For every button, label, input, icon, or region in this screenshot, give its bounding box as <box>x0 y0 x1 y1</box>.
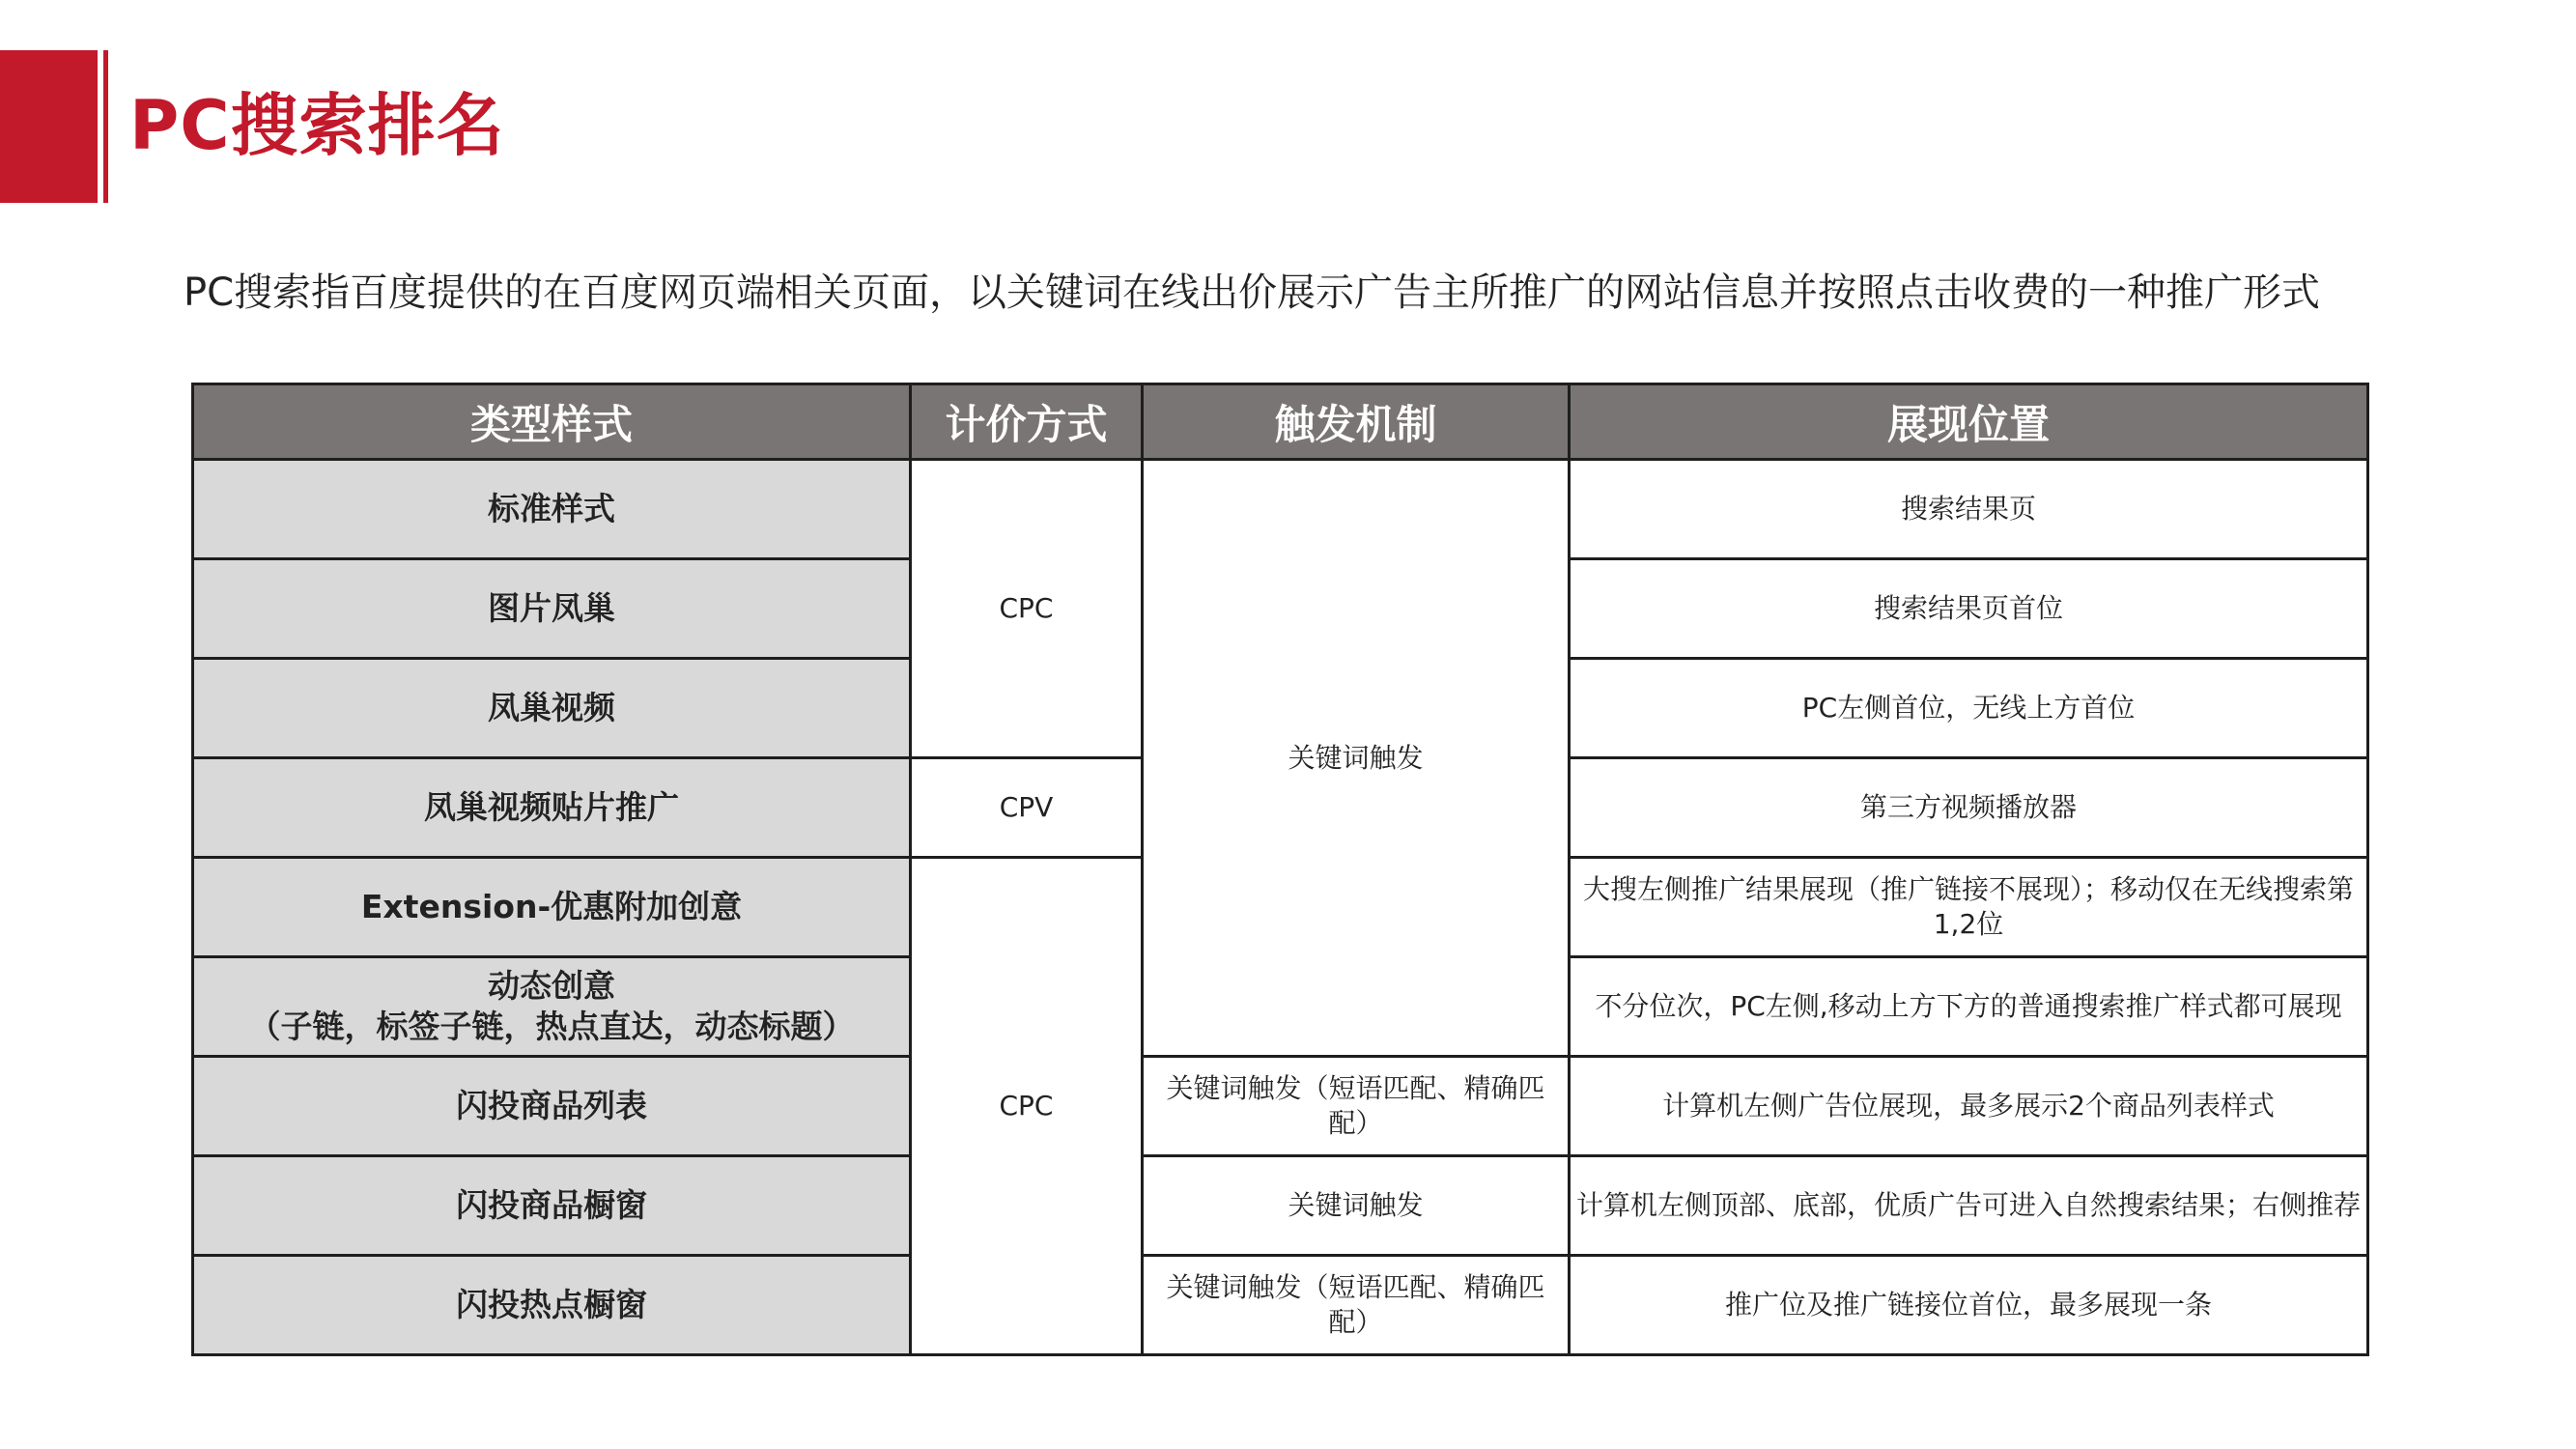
table-row <box>193 1057 2368 1156</box>
type-sub-label: （子链，标签子链，热点直达，动态标题） <box>248 1008 855 1045</box>
table-row <box>193 460 2368 559</box>
pricing-cell: CPV <box>911 758 1143 858</box>
title-accent-block <box>0 50 98 203</box>
type-cell: 标准样式 <box>193 460 911 559</box>
type-cell: 凤巢视频贴片推广 <box>193 758 911 858</box>
type-cell <box>193 957 911 1057</box>
position-cell: 搜索结果页 <box>1570 460 2368 559</box>
intro-text: PC搜索指百度提供的在百度网页端相关页面，以关键词在线出价展示广告主所推广的网站信息并按照点击收费的一种推广形式 <box>184 270 2321 315</box>
position-cell: 计算机左侧广告位展现，最多展示2个商品列表样式 <box>1570 1057 2368 1156</box>
position-cell: 不分位次，PC左侧,移动上方下方的普通搜索推广样式都可展现 <box>1570 957 2368 1057</box>
type-cell: 图片凤巢 <box>193 559 911 659</box>
pricing-cell: CPC <box>911 460 1143 758</box>
type-cell: 凤巢视频 <box>193 659 911 758</box>
trigger-cell: 关键词触发（短语匹配、精确匹配） <box>1143 1256 1570 1355</box>
trigger-cell: 关键词触发 <box>1143 460 1570 1057</box>
title-divider <box>103 50 108 203</box>
position-cell: PC左侧首位，无线上方首位 <box>1570 659 2368 758</box>
position-cell: 搜索结果页首位 <box>1570 559 2368 659</box>
page-title: PC搜索排名 <box>129 86 505 165</box>
pc-search-table <box>191 383 2369 1356</box>
header-trigger: 触发机制 <box>1143 384 1570 460</box>
table-row <box>193 1156 2368 1256</box>
type-cell: 闪投热点橱窗 <box>193 1256 911 1355</box>
trigger-cell: 关键词触发 <box>1143 1156 1570 1256</box>
header-position: 展现位置 <box>1570 384 2368 460</box>
position-cell: 计算机左侧顶部、底部，优质广告可进入自然搜索结果；右侧推荐 <box>1570 1156 2368 1256</box>
table-header-row <box>193 384 2368 460</box>
type-cell: 闪投商品橱窗 <box>193 1156 911 1256</box>
trigger-cell: 关键词触发（短语匹配、精确匹配） <box>1143 1057 1570 1156</box>
type-main-label: 动态创意 <box>488 967 615 1005</box>
header-type: 类型样式 <box>193 384 911 460</box>
type-cell: Extension-优惠附加创意 <box>193 858 911 957</box>
position-cell: 第三方视频播放器 <box>1570 758 2368 858</box>
position-cell: 推广位及推广链接位首位，最多展现一条 <box>1570 1256 2368 1355</box>
type-cell: 闪投商品列表 <box>193 1057 911 1156</box>
table-row <box>193 1256 2368 1355</box>
position-cell: 大搜左侧推广结果展现（推广链接不展现）；移动仅在无线搜索第1,2位 <box>1570 858 2368 957</box>
pricing-cell: CPC <box>911 858 1143 1355</box>
header-pricing: 计价方式 <box>911 384 1143 460</box>
